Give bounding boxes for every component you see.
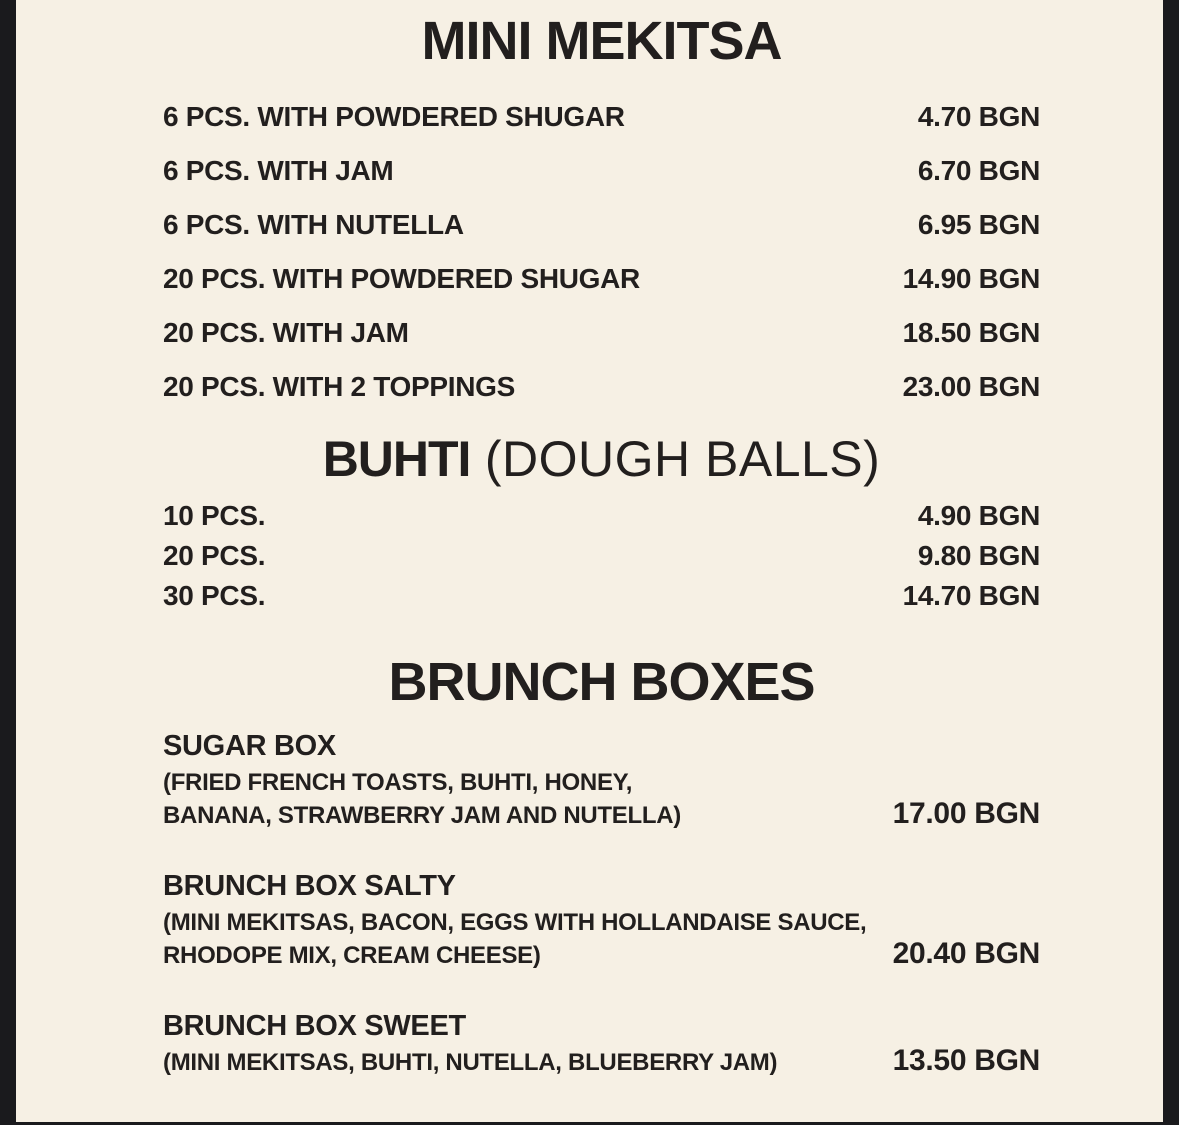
menu-item-row <box>163 306 1040 360</box>
item-price: 14.90 BGN <box>902 263 1040 294</box>
item-name: BRUNCH BOX SWEET <box>163 1010 466 1042</box>
item-price: 18.50 BGN <box>902 317 1040 348</box>
item-price: 4.90 BGN <box>917 500 1040 531</box>
item-price: 20.40 BGN <box>892 937 1040 970</box>
item-description <box>163 1046 777 1079</box>
menu-item-row <box>163 1008 1040 1079</box>
item-description-line: (FRIED FRENCH TOASTS, BUHTI, HONEY, <box>163 769 633 796</box>
item-name: 30 PCS. <box>163 580 266 611</box>
item-price: 6.70 BGN <box>917 155 1040 186</box>
section-title-buhti-suffix: (DOUGH BALLS) <box>470 431 881 487</box>
section-title-brunch-boxes: BRUNCH BOXES <box>388 652 815 712</box>
item-name: 10 PCS. <box>163 500 266 531</box>
menu-item-row <box>163 728 1040 832</box>
item-name: 20 PCS. WITH 2 TOPPINGS <box>163 371 516 402</box>
section-title-buhti <box>163 428 1040 490</box>
item-description <box>163 906 866 972</box>
item-description-line: (MINI MEKITSAS, BACON, EGGS WITH HOLLANDAISE SAUCE, <box>163 909 867 936</box>
item-name: 20 PCS. WITH POWDERED SHUGAR <box>163 263 640 294</box>
menu-item-row <box>163 496 1040 536</box>
item-price: 14.70 BGN <box>902 580 1040 611</box>
item-name: 6 PCS. WITH NUTELLA <box>163 209 464 240</box>
menu-content <box>16 12 1163 1079</box>
item-details <box>163 728 681 832</box>
menu-item-row <box>163 360 1040 414</box>
item-name: 20 PCS. <box>163 540 266 571</box>
item-details <box>163 868 866 972</box>
item-price: 9.80 BGN <box>917 540 1040 571</box>
item-details <box>163 1008 777 1079</box>
menu-item-row <box>163 252 1040 306</box>
item-name: 20 PCS. WITH JAM <box>163 317 409 348</box>
item-description-line: RHODOPE MIX, CREAM CHEESE) <box>163 942 541 969</box>
item-price: 4.70 BGN <box>917 101 1040 132</box>
item-description-line: BANANA, STRAWBERRY JAM AND NUTELLA) <box>163 802 681 829</box>
item-name: BRUNCH BOX SALTY <box>163 870 456 902</box>
item-description-line: (MINI MEKITSAS, BUHTI, NUTELLA, BLUEBERRY JAM) <box>163 1049 778 1076</box>
item-price: 13.50 BGN <box>892 1044 1040 1077</box>
menu-item-row <box>163 576 1040 616</box>
menu-item-row <box>163 868 1040 972</box>
section-title-mini-mekitsa: MINI MEKITSA <box>421 11 782 71</box>
menu-item-row <box>163 90 1040 144</box>
menu-item-row <box>163 144 1040 198</box>
item-description <box>163 766 681 832</box>
section-title-buhti-main: BUHTI <box>322 431 471 487</box>
item-name: 6 PCS. WITH POWDERED SHUGAR <box>163 101 625 132</box>
menu-item-row <box>163 536 1040 576</box>
menu-item-row <box>163 198 1040 252</box>
item-price: 17.00 BGN <box>892 797 1040 830</box>
item-price: 23.00 BGN <box>902 371 1040 402</box>
menu-page <box>16 0 1163 1122</box>
item-name: 6 PCS. WITH JAM <box>163 155 394 186</box>
item-price: 6.95 BGN <box>917 209 1040 240</box>
item-name: SUGAR BOX <box>163 730 336 762</box>
